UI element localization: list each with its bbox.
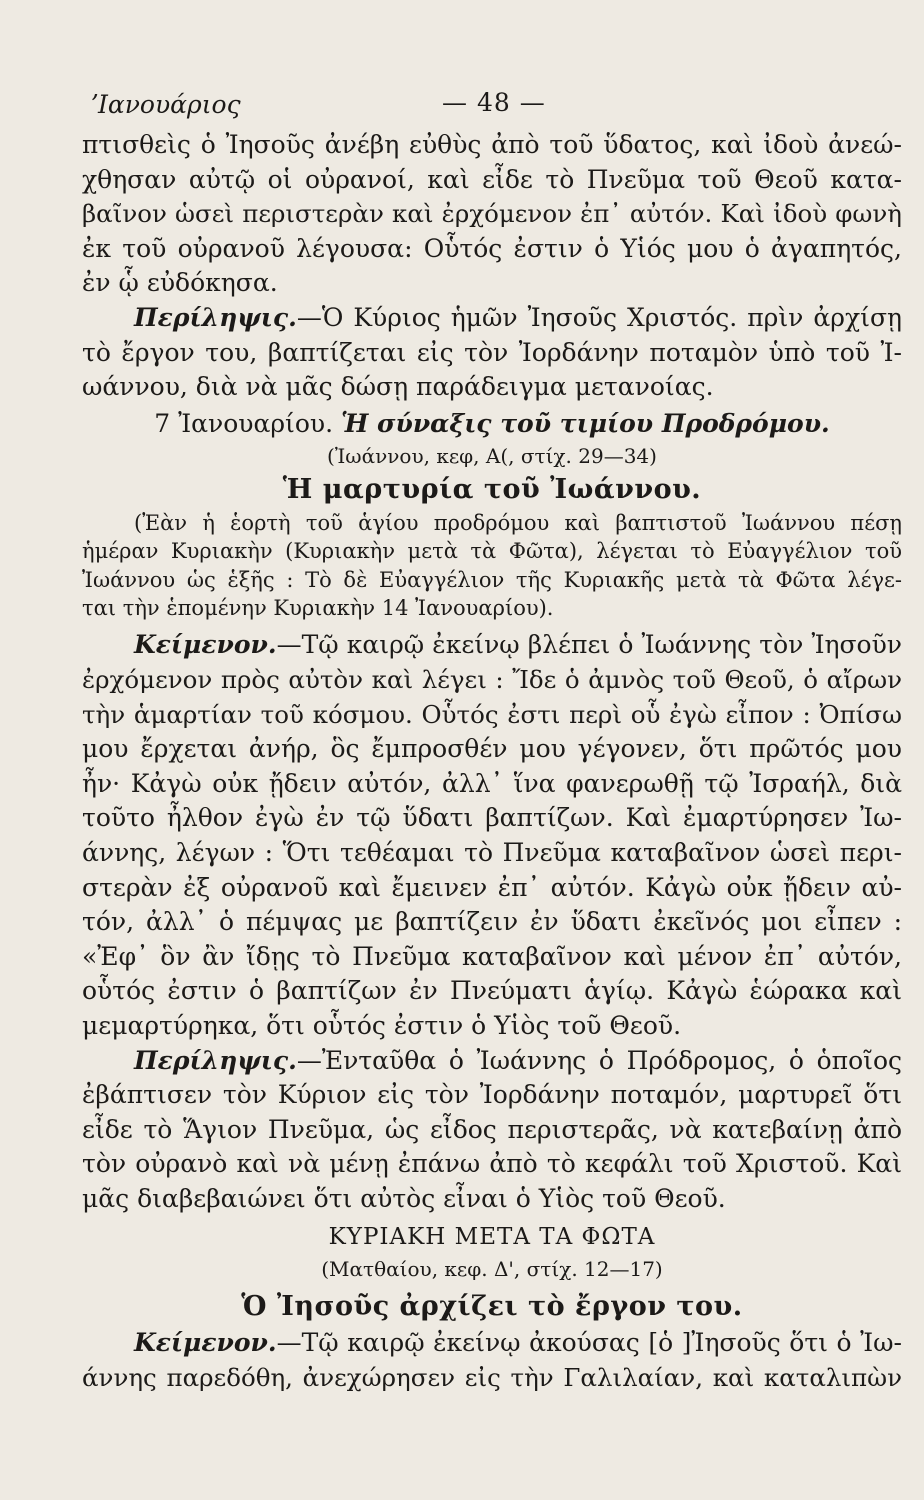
section-heading: Ἡ μαρτυρία τοῦ Ἰωάννου. [282,473,702,505]
gospel-reference: (Ἰωάννου, κεφ, Α(, στίχ. 29—34) [327,443,657,468]
paragraph-summary-1 [82,301,902,405]
text-line: ἐρχόμενον πρὸς αὐτὸν καὶ λέγει : Ἴδε ὁ ἀμνὸς τοῦ Θεοῦ, ὁ αἴρων [82,664,902,694]
text-line: πτισθεὶς ὁ Ἰησοῦς ἀνέβη εὐθὺς ἀπὸ τοῦ ὕδατος, καὶ ἰδοὺ ἀνεώ- [82,130,902,159]
running-head: ʼΙανουάριος [90,90,241,119]
text-line: τὴν ἁμαρτίαν τοῦ κόσμου. Οὗτός ἐστι περὶ οὗ ἐγὼ εἶπον : Ὀπίσω [82,699,902,729]
text-line: «Ἐφ᾽ ὃν ἂν ἴδῃς τὸ Πνεῦμα καταβαῖνον καὶ μένον ἐπ᾽ αὐτόν, [82,941,902,971]
feast-date-line [82,407,902,441]
paragraph-baptism [82,128,902,301]
summary-label: Περίληψις. [134,1045,297,1075]
text-label: Κείμενον. [134,630,277,660]
text-line: βαῖνον ὡσεὶ περιστερὰν καὶ ἐρχόμενον ἐπ᾽ αὐτόν. Καὶ ἰδοὺ φωνὴ [82,199,902,229]
sunday-title: ΚΥΡΙΑΚΗ ΜΕΤΑ ΤΑ ΦΩΤΑ [328,1224,656,1251]
text-line: ἐκ τοῦ οὐρανοῦ λέγουσα: Οὗτός ἐστιν ὁ Υἱός μου ὁ ἀγαπητός, [82,233,902,263]
text-line: τόν, ἀλλ᾽ ὁ πέμψας με βαπτίζειν ἐν ὕδατι ἐκεῖνός μοι εἶπεν : [82,907,902,937]
text-line: άννης, λέγων : Ὅτι τεθέαμαι τὸ Πνεῦμα καταβαῖνον ὡσεὶ περι- [82,837,902,867]
text-line: —Τῷ καιρῷ ἐκείνῳ ἀκούσας [ὁ ]Ἰησοῦς ὅτι ὁ Ἰω- [276,1328,902,1358]
text-line: ἦν· Κἀγὼ οὐκ ᾔδειν αὐτόν, ἀλλ᾽ ἵνα φανερωθῇ τῷ Ἰσραήλ, διὰ [82,768,902,798]
text-line: —Ἐνταῦθα ὁ Ἰωάννης ὁ Πρόδρομος, ὁ ὁποῖος [296,1045,902,1075]
text-line: εἶδε τὸ Ἅγιον Πνεῦμα, ὡς εἶδος περιστερᾶς, νὰ κατεβαίνῃ ἀπὸ [82,1114,902,1144]
gospel-reference: (Ματθαίου, κεφ. Δ', στίχ. 12—17) [321,1257,663,1282]
text-line: —Ὁ Κύριος ἡμῶν Ἰησοῦς Χριστός. πρὶν ἀρχίσῃ [296,302,902,332]
note-line: Ἰωάννου ὡς ἑξῆς : Τὸ δὲ Εὐαγγέλιον τῆς Κυριακῆς μετὰ τὰ Φῶτα λέγε- [82,567,902,592]
text-line: ἐβάπτισεν τὸν Κύριον εἰς τὸν Ἰορδάνην ποταμόν, μαρτυρεῖ ὅτι [82,1080,902,1110]
summary-label: Περίληψις. [134,302,297,332]
page-body [82,128,902,1396]
note-line: ται τὴν ἑπομένην Κυριακὴν 14 Ἰανουαρίου). [82,595,554,620]
feast-title: Ἡ σύναξις τοῦ τιμίου Προδρόμου. [340,408,830,438]
text-line: ωάννου, διὰ νὰ μᾶς δώσῃ παράδειγμα μετανοίας. [82,372,714,402]
text-label: Κείμενον. [134,1328,277,1358]
page-number: — 48 — [442,88,546,117]
liturgical-note [82,509,902,623]
text-line: ἐν ᾧ εὐδόκησα. [82,268,278,298]
text-line: τὸν οὐρανὸ καὶ νὰ μένῃ ἐπάνω ἀπὸ τὸ κεφάλι τοῦ Χριστοῦ. Καὶ [82,1149,902,1179]
feast-date: 7 Ἰανουαρίου. [154,408,334,438]
text-line: οὗτός ἐστιν ὁ βαπτίζων ἐν Πνεύματι ἁγίῳ. Κἀγὼ ἑώρακα καὶ [82,976,902,1006]
text-line: χθησαν αὐτῷ οἱ οὐρανοί, καὶ εἶδε τὸ Πνεῦμα τοῦ Θεοῦ κατα- [82,164,902,194]
text-line: άννης παρεδόθη, ἀνεχώρησεν εἰς τὴν Γαλιλαίαν, καὶ καταλιπὼν [82,1363,902,1393]
paragraph-summary-2 [82,1044,902,1217]
text-line: μᾶς διαβεβαιώνει ὅτι αὐτὸς εἶναι ὁ Υἱὸς τοῦ Θεοῦ. [82,1183,726,1213]
section-heading: Ὁ Ἰησοῦς ἀρχίζει τὸ ἔργον του. [241,1291,743,1323]
note-line: ἡμέραν Κυριακὴν (Κυριακὴν μετὰ τὰ Φῶτα), λέγεται τὸ Εὐαγγέλιον τοῦ [82,539,902,564]
paragraph-text-2 [82,1326,902,1395]
text-line: στερὰν ἐξ οὐρανοῦ καὶ ἔμεινεν ἐπ᾽ αὐτόν. Κἀγὼ οὐκ ᾔδειν αὐ- [82,872,902,902]
page-header [82,84,902,128]
text-line: μου ἔρχεται ἀνήρ, ὃς ἔμπροσθέν μου γέγονεν, ὅτι πρῶτός μου [82,734,902,764]
text-line: —Τῷ καιρῷ ἐκείνῳ βλέπει ὁ Ἰωάννης τὸν Ἰησοῦν [276,630,902,660]
note-line: (Ἐὰν ἡ ἑορτὴ τοῦ ἁγίου προδρόμου καὶ βαπτιστοῦ Ἰωάννου πέσῃ [134,510,902,535]
text-line: τὸ ἔργον του, βαπτίζεται εἰς τὸν Ἰορδάνην ποταμὸν ὑπὸ τοῦ Ἰ- [82,337,902,367]
text-line: μεμαρτύρηκα, ὅτι οὗτός ἐστιν ὁ Υἱὸς τοῦ Θεοῦ. [82,1010,682,1040]
text-line: τοῦτο ἦλθον ἐγὼ ἐν τῷ ὕδατι βαπτίζων. Καὶ ἐμαρτύρησεν Ἰω- [82,803,902,833]
paragraph-text-1 [82,628,902,1043]
